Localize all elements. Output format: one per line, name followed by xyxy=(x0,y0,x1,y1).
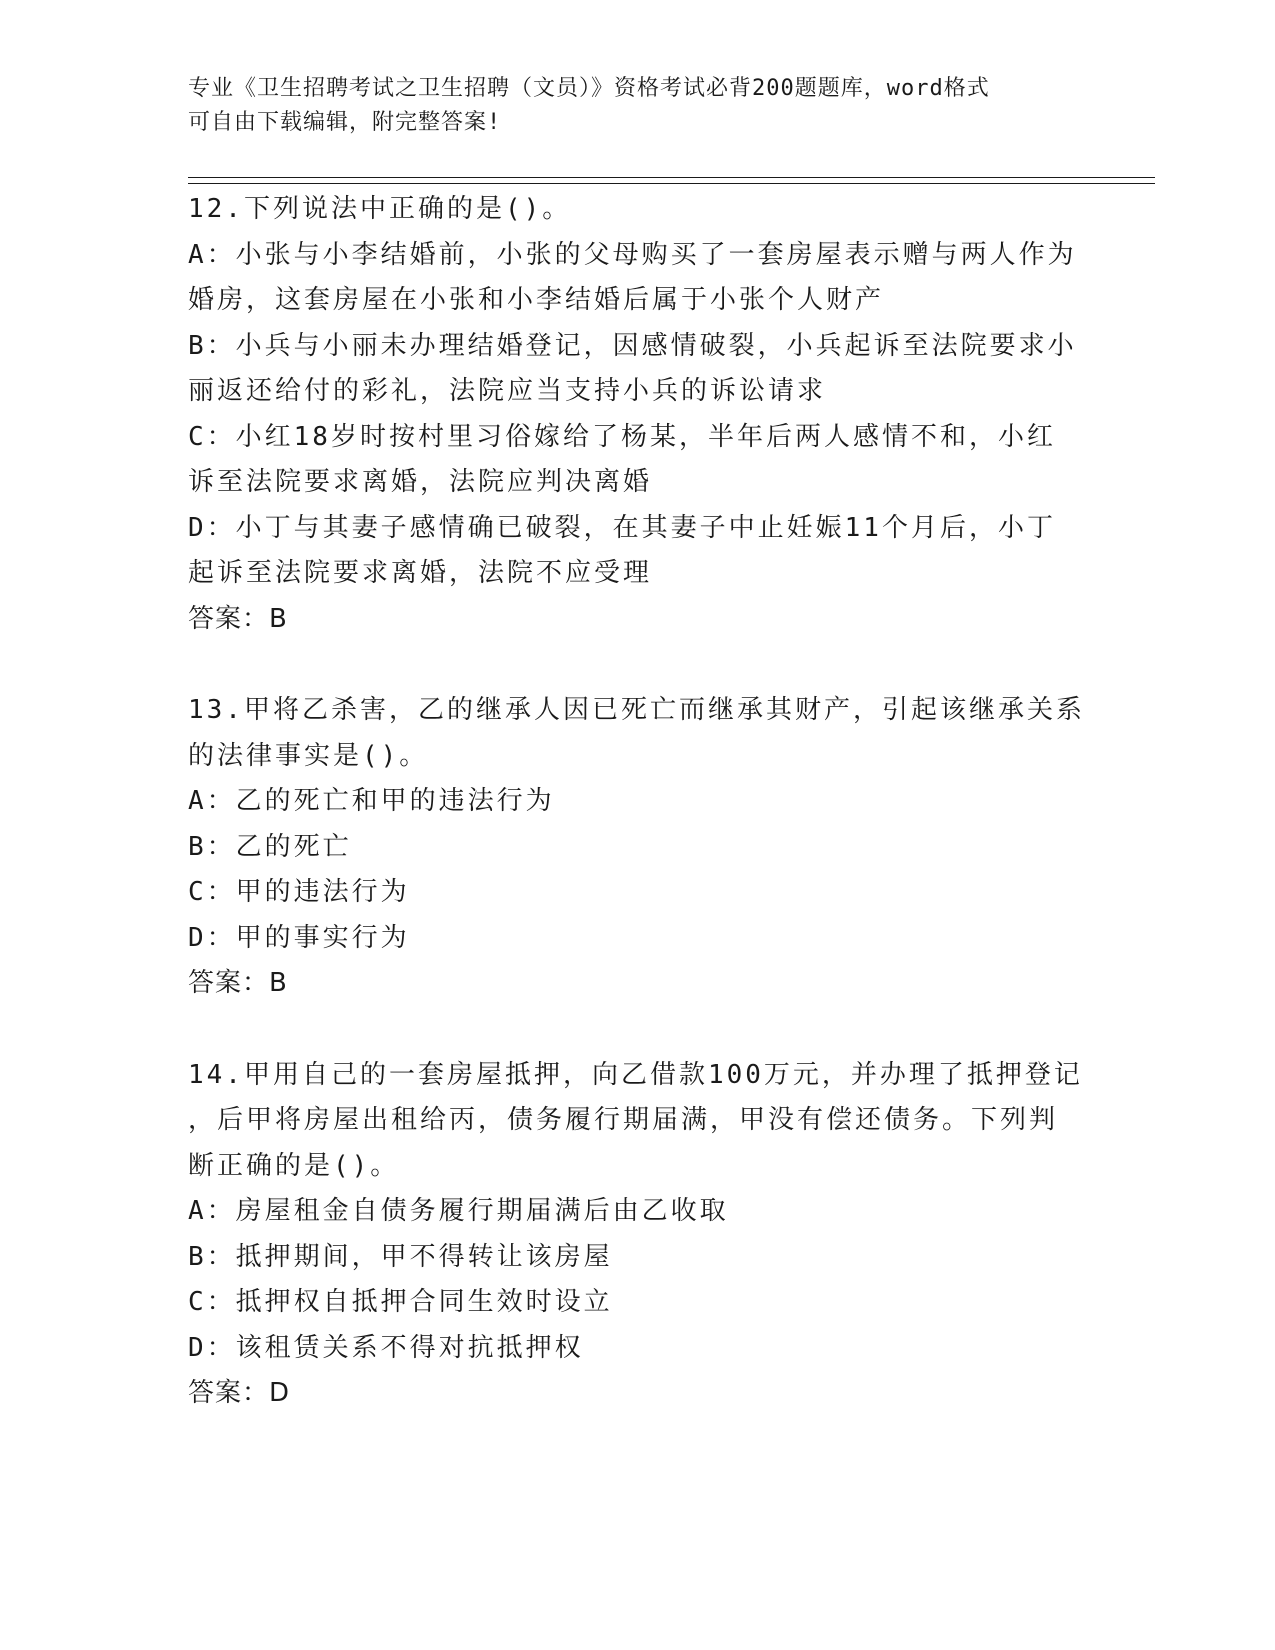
header-double-rule xyxy=(188,177,1155,184)
question-stem xyxy=(188,1053,1088,1190)
option-line: 诉至法院要求离婚，法院应判决离婚 xyxy=(188,467,653,497)
stem-line: 13.甲将乙杀害，乙的继承人因已死亡而继承其财产，引起该继承关系 xyxy=(188,695,1085,725)
option-line: B：小兵与小丽未办理结婚登记，因感情破裂，小兵起诉至法院要求小 xyxy=(188,330,1077,361)
header-line-1: 专业《卫生招聘考试之卫生招聘（文员）》资格考试必背200题题库，word格式 xyxy=(188,76,990,101)
option-c: C：抵押权自抵押合同生效时设立 xyxy=(188,1287,613,1317)
header-line-2: 可自由下载编辑，附完整答案! xyxy=(188,110,502,135)
option-line: 丽返还给付的彩礼，法院应当支持小兵的诉讼请求 xyxy=(188,376,827,406)
option-line: 婚房，这套房屋在小张和小李结婚后属于小张个人财产 xyxy=(188,285,885,315)
option-a: A：乙的死亡和甲的违法行为 xyxy=(188,786,555,816)
option-line: C：小红18岁时按村里习俗嫁给了杨某，半年后两人感情不和，小红 xyxy=(188,421,1056,452)
option-d xyxy=(188,506,1088,597)
option-line: 起诉至法院要求离婚，法院不应受理 xyxy=(188,558,653,588)
option-c: C：甲的违法行为 xyxy=(188,877,410,907)
option-d: D：该租赁关系不得对抗抵押权 xyxy=(188,1332,584,1363)
option-b: B：乙的死亡 xyxy=(188,831,352,862)
answer-line: 答案：B xyxy=(188,603,288,634)
option-line: D：小丁与其妻子感情确已破裂，在其妻子中止妊娠11个月后，小丁 xyxy=(188,512,1056,543)
question-list xyxy=(188,187,1088,1417)
question-12 xyxy=(188,187,1088,642)
question-14 xyxy=(188,1053,1088,1417)
question-stem xyxy=(188,688,1088,779)
option-c xyxy=(188,415,1088,506)
question-stem: 12.下列说法中正确的是()。 xyxy=(188,194,572,224)
option-b: B：抵押期间，甲不得转让该房屋 xyxy=(188,1241,613,1272)
answer-line: 答案：D xyxy=(188,1378,291,1408)
option-line: A：小张与小李结婚前，小张的父母购买了一套房屋表示赠与两人作为 xyxy=(188,239,1077,270)
stem-line: ，后甲将房屋出租给丙，债务履行期届满，甲没有偿还债务。下列判 xyxy=(188,1105,1059,1135)
option-a xyxy=(188,233,1088,324)
answer-line: 答案：B xyxy=(188,968,288,998)
option-b xyxy=(188,324,1088,415)
question-13 xyxy=(188,688,1088,1007)
stem-line: 的法律事实是()。 xyxy=(188,740,429,771)
document-header xyxy=(188,72,1088,140)
stem-line: 断正确的是()。 xyxy=(188,1150,400,1181)
option-d: D：甲的事实行为 xyxy=(188,922,410,953)
option-a: A：房屋租金自债务履行期届满后由乙收取 xyxy=(188,1196,729,1226)
stem-line: 14.甲用自己的一套房屋抵押，向乙借款100万元，并办理了抵押登记 xyxy=(188,1059,1083,1090)
